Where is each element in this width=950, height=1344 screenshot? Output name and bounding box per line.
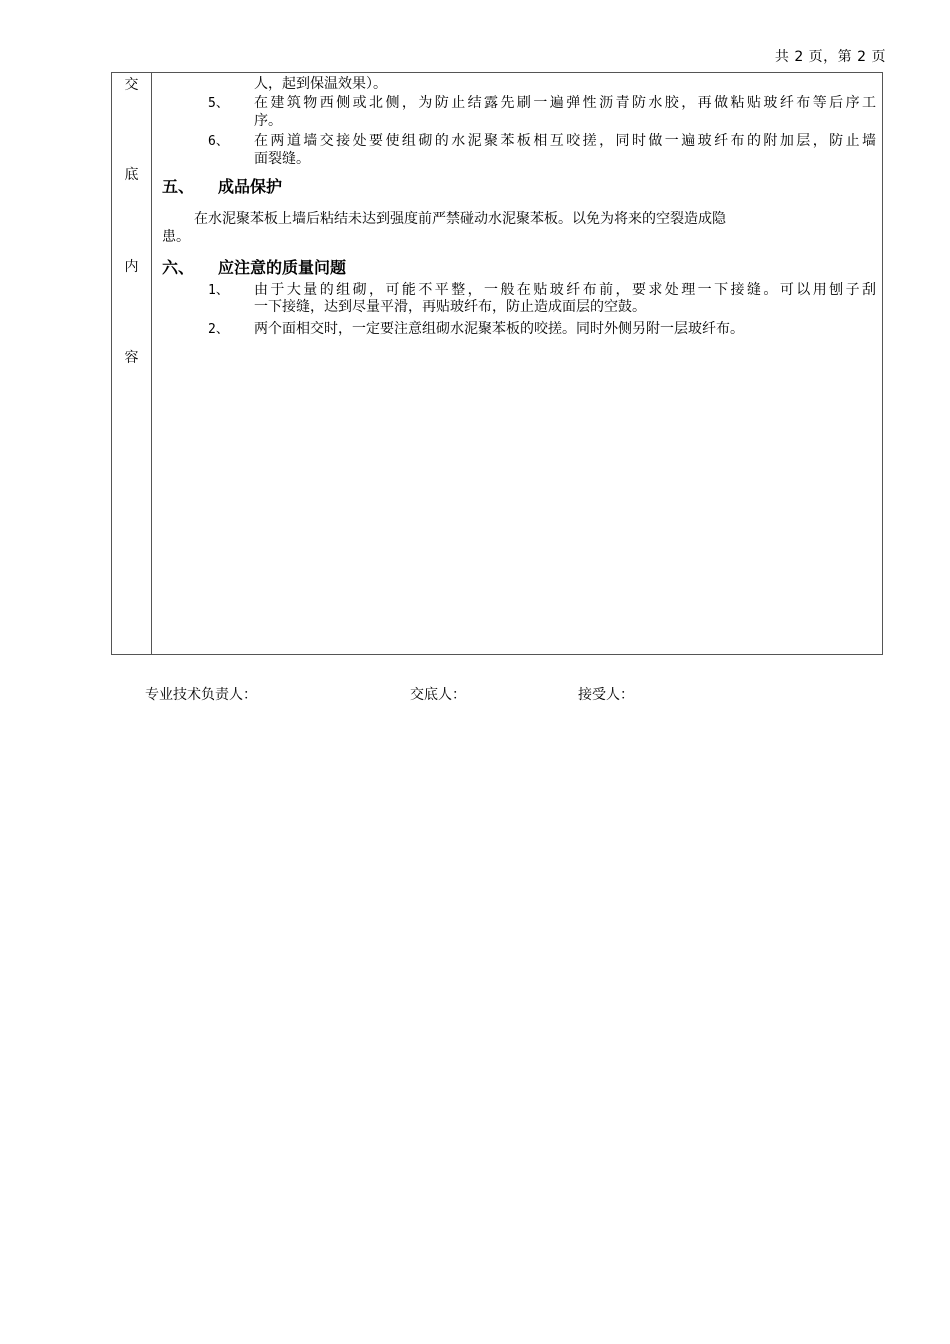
item-number: 1、 — [208, 283, 229, 298]
item-number: 2、 — [208, 322, 229, 337]
label-char-jiao: 交 — [124, 77, 139, 93]
label-char-rong: 容 — [124, 350, 139, 366]
item-text-cont: 面裂缝。 — [254, 151, 310, 167]
item-text: 两个面相交时，一定要注意组砌水泥聚苯板的咬搓。同时外侧另附一层玻纤布。 — [254, 321, 744, 337]
label-char-di: 底 — [124, 167, 139, 183]
paragraph-text: 在水泥聚苯板上墙后粘结未达到强度前严禁碰动水泥聚苯板。以免为将来的空裂造成隐 — [194, 211, 726, 227]
signature-tech-lead: 专业技术负责人： — [145, 687, 257, 703]
section-title: 应注意的质量问题 — [218, 258, 347, 277]
label-char-nei: 内 — [124, 259, 139, 275]
section-heading-6 — [162, 258, 346, 278]
item-text-cont: 一下接缝，达到尽量平滑，再贴玻纤布，防止造成面层的空鼓。 — [254, 299, 646, 315]
section-heading-5 — [162, 177, 282, 197]
section-number: 六、 — [162, 258, 195, 277]
continuation-text: 人，起到保温效果）。 — [254, 76, 387, 92]
item-number: 5、 — [208, 96, 229, 111]
paragraph-text-cont: 患。 — [162, 229, 190, 245]
item-text: 在建筑物西侧或北侧，为防止结露先刷一遍弹性沥青防水胶，再做粘贴玻纤布等后序工 — [254, 95, 876, 111]
section-title: 成品保护 — [218, 177, 283, 196]
left-label-column — [112, 73, 152, 654]
section-number: 五、 — [162, 177, 195, 196]
item-text: 在两道墙交接处要使组砌的水泥聚苯板相互咬搓，同时做一遍玻纤布的附加层，防止墙 — [254, 133, 876, 149]
signature-receiver: 接受人： — [578, 687, 634, 703]
item-text-cont: 序。 — [254, 113, 282, 129]
item-number: 6、 — [208, 134, 229, 149]
item-text: 由于大量的组砌，可能不平整，一般在贴玻纤布前，要求处理一下接缝。可以用刨子刮 — [254, 282, 876, 298]
page-indicator: 共 2 页，第 2 页 — [774, 49, 886, 65]
disclosure-table — [111, 72, 883, 655]
signature-presenter: 交底人： — [410, 687, 466, 703]
